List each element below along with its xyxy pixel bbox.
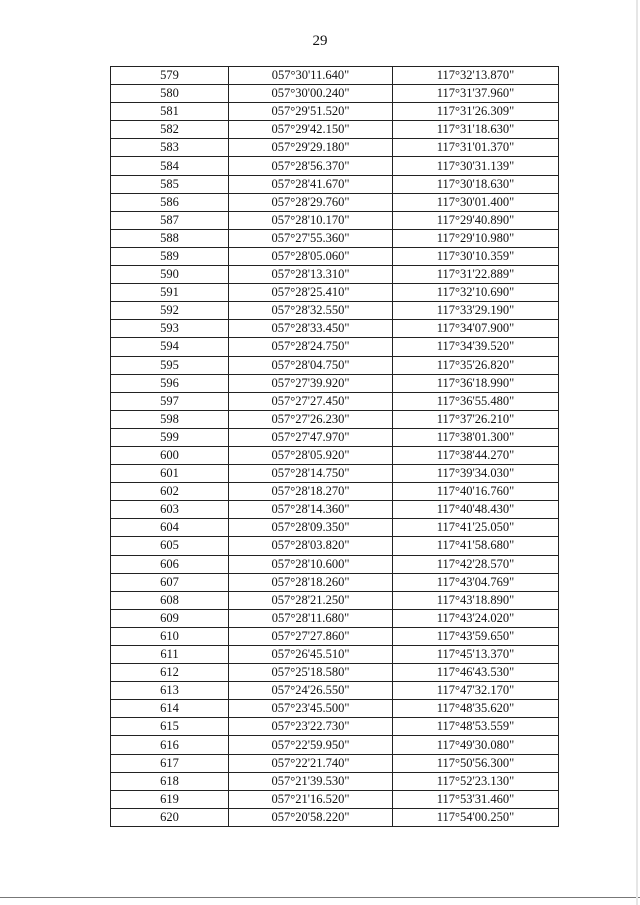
- table-row: [111, 302, 559, 320]
- table-row: [111, 356, 559, 374]
- longitude-cell: 117°53'31.460": [393, 790, 559, 808]
- longitude-cell: 117°30'31.139": [393, 157, 559, 175]
- table-row: [111, 682, 559, 700]
- longitude-cell: 117°46'43.530": [393, 664, 559, 682]
- longitude-cell: 117°37'26.210": [393, 410, 559, 428]
- latitude-cell: 057°29'51.520": [229, 103, 393, 121]
- point-number-cell: 619: [111, 790, 229, 808]
- table-row: [111, 428, 559, 446]
- table-row: [111, 718, 559, 736]
- latitude-cell: 057°23'45.500": [229, 700, 393, 718]
- table-row: [111, 175, 559, 193]
- table-row: [111, 193, 559, 211]
- latitude-cell: 057°28'05.060": [229, 247, 393, 265]
- latitude-cell: 057°28'18.270": [229, 483, 393, 501]
- longitude-cell: 117°31'01.370": [393, 139, 559, 157]
- point-number-cell: 598: [111, 410, 229, 428]
- latitude-cell: 057°27'39.920": [229, 374, 393, 392]
- latitude-cell: 057°28'04.750": [229, 356, 393, 374]
- table-row: [111, 501, 559, 519]
- table-row: [111, 646, 559, 664]
- table-row: [111, 754, 559, 772]
- longitude-cell: 117°29'10.980": [393, 229, 559, 247]
- latitude-cell: 057°23'22.730": [229, 718, 393, 736]
- table-row: [111, 591, 559, 609]
- longitude-cell: 117°38'44.270": [393, 446, 559, 464]
- point-number-cell: 596: [111, 374, 229, 392]
- table-row: [111, 410, 559, 428]
- latitude-cell: 057°28'03.820": [229, 537, 393, 555]
- latitude-cell: 057°28'10.170": [229, 211, 393, 229]
- scan-bottom-line: [0, 897, 640, 898]
- point-number-cell: 602: [111, 483, 229, 501]
- latitude-cell: 057°25'18.580": [229, 664, 393, 682]
- longitude-cell: 117°39'34.030": [393, 465, 559, 483]
- latitude-cell: 057°28'29.760": [229, 193, 393, 211]
- longitude-cell: 117°36'55.480": [393, 392, 559, 410]
- table-row: [111, 284, 559, 302]
- point-number-cell: 601: [111, 465, 229, 483]
- longitude-cell: 117°43'18.890": [393, 591, 559, 609]
- latitude-cell: 057°21'39.530": [229, 772, 393, 790]
- latitude-cell: 057°28'11.680": [229, 609, 393, 627]
- longitude-cell: 117°32'10.690": [393, 284, 559, 302]
- latitude-cell: 057°28'14.750": [229, 465, 393, 483]
- longitude-cell: 117°48'53.559": [393, 718, 559, 736]
- longitude-cell: 117°33'29.190": [393, 302, 559, 320]
- table-row: [111, 121, 559, 139]
- latitude-cell: 057°22'21.740": [229, 754, 393, 772]
- table-row: [111, 537, 559, 555]
- latitude-cell: 057°29'29.180": [229, 139, 393, 157]
- point-number-cell: 592: [111, 302, 229, 320]
- latitude-cell: 057°28'33.450": [229, 320, 393, 338]
- longitude-cell: 117°54'00.250": [393, 808, 559, 826]
- table-row: [111, 266, 559, 284]
- table-row: [111, 320, 559, 338]
- point-number-cell: 587: [111, 211, 229, 229]
- point-number-cell: 603: [111, 501, 229, 519]
- point-number-cell: 591: [111, 284, 229, 302]
- table-row: [111, 67, 559, 85]
- latitude-cell: 057°28'32.550": [229, 302, 393, 320]
- table-row: [111, 555, 559, 573]
- longitude-cell: 117°32'13.870": [393, 67, 559, 85]
- scan-edge-shadow: [636, 0, 638, 905]
- table-row: [111, 736, 559, 754]
- longitude-cell: 117°43'24.020": [393, 609, 559, 627]
- longitude-cell: 117°41'58.680": [393, 537, 559, 555]
- table-row: [111, 374, 559, 392]
- point-number-cell: 607: [111, 573, 229, 591]
- latitude-cell: 057°30'00.240": [229, 85, 393, 103]
- table-row: [111, 211, 559, 229]
- point-number-cell: 604: [111, 519, 229, 537]
- table-row: [111, 700, 559, 718]
- table-row: [111, 229, 559, 247]
- table-row: [111, 609, 559, 627]
- longitude-cell: 117°42'28.570": [393, 555, 559, 573]
- latitude-cell: 057°28'13.310": [229, 266, 393, 284]
- latitude-cell: 057°27'55.360": [229, 229, 393, 247]
- table-row: [111, 157, 559, 175]
- longitude-cell: 117°50'56.300": [393, 754, 559, 772]
- longitude-cell: 117°40'16.760": [393, 483, 559, 501]
- point-number-cell: 609: [111, 609, 229, 627]
- longitude-cell: 117°36'18.990": [393, 374, 559, 392]
- table-row: [111, 103, 559, 121]
- latitude-cell: 057°29'42.150": [229, 121, 393, 139]
- latitude-cell: 057°27'27.860": [229, 627, 393, 645]
- point-number-cell: 605: [111, 537, 229, 555]
- point-number-cell: 597: [111, 392, 229, 410]
- table-row: [111, 338, 559, 356]
- latitude-cell: 057°28'14.360": [229, 501, 393, 519]
- latitude-cell: 057°27'26.230": [229, 410, 393, 428]
- latitude-cell: 057°28'24.750": [229, 338, 393, 356]
- latitude-cell: 057°28'09.350": [229, 519, 393, 537]
- latitude-cell: 057°28'10.600": [229, 555, 393, 573]
- table-row: [111, 247, 559, 265]
- longitude-cell: 117°43'59.650": [393, 627, 559, 645]
- latitude-cell: 057°28'56.370": [229, 157, 393, 175]
- point-number-cell: 614: [111, 700, 229, 718]
- longitude-cell: 117°30'18.630": [393, 175, 559, 193]
- latitude-cell: 057°28'05.920": [229, 446, 393, 464]
- table-row: [111, 483, 559, 501]
- latitude-cell: 057°20'58.220": [229, 808, 393, 826]
- longitude-cell: 117°34'39.520": [393, 338, 559, 356]
- point-number-cell: 593: [111, 320, 229, 338]
- point-number-cell: 586: [111, 193, 229, 211]
- point-number-cell: 618: [111, 772, 229, 790]
- point-number-cell: 581: [111, 103, 229, 121]
- point-number-cell: 590: [111, 266, 229, 284]
- latitude-cell: 057°22'59.950": [229, 736, 393, 754]
- longitude-cell: 117°30'10.359": [393, 247, 559, 265]
- longitude-cell: 117°52'23.130": [393, 772, 559, 790]
- point-number-cell: 595: [111, 356, 229, 374]
- longitude-cell: 117°31'22.889": [393, 266, 559, 284]
- point-number-cell: 615: [111, 718, 229, 736]
- latitude-cell: 057°21'16.520": [229, 790, 393, 808]
- point-number-cell: 583: [111, 139, 229, 157]
- table-row: [111, 139, 559, 157]
- point-number-cell: 606: [111, 555, 229, 573]
- point-number-cell: 584: [111, 157, 229, 175]
- longitude-cell: 117°38'01.300": [393, 428, 559, 446]
- longitude-cell: 117°30'01.400": [393, 193, 559, 211]
- point-number-cell: 589: [111, 247, 229, 265]
- latitude-cell: 057°26'45.510": [229, 646, 393, 664]
- latitude-cell: 057°28'18.260": [229, 573, 393, 591]
- point-number-cell: 585: [111, 175, 229, 193]
- longitude-cell: 117°35'26.820": [393, 356, 559, 374]
- longitude-cell: 117°49'30.080": [393, 736, 559, 754]
- point-number-cell: 617: [111, 754, 229, 772]
- table-row: [111, 85, 559, 103]
- table-row: [111, 465, 559, 483]
- longitude-cell: 117°40'48.430": [393, 501, 559, 519]
- coordinates-table-body: [111, 67, 559, 827]
- longitude-cell: 117°47'32.170": [393, 682, 559, 700]
- table-row: [111, 519, 559, 537]
- longitude-cell: 117°48'35.620": [393, 700, 559, 718]
- point-number-cell: 579: [111, 67, 229, 85]
- latitude-cell: 057°27'47.970": [229, 428, 393, 446]
- longitude-cell: 117°31'37.960": [393, 85, 559, 103]
- point-number-cell: 594: [111, 338, 229, 356]
- table-row: [111, 446, 559, 464]
- table-row: [111, 664, 559, 682]
- point-number-cell: 582: [111, 121, 229, 139]
- longitude-cell: 117°31'18.630": [393, 121, 559, 139]
- latitude-cell: 057°28'25.410": [229, 284, 393, 302]
- table-row: [111, 573, 559, 591]
- point-number-cell: 610: [111, 627, 229, 645]
- point-number-cell: 608: [111, 591, 229, 609]
- latitude-cell: 057°24'26.550": [229, 682, 393, 700]
- point-number-cell: 620: [111, 808, 229, 826]
- longitude-cell: 117°43'04.769": [393, 573, 559, 591]
- table-row: [111, 808, 559, 826]
- table-row: [111, 772, 559, 790]
- latitude-cell: 057°28'41.670": [229, 175, 393, 193]
- longitude-cell: 117°31'26.309": [393, 103, 559, 121]
- coordinates-table: [110, 66, 559, 827]
- longitude-cell: 117°45'13.370": [393, 646, 559, 664]
- point-number-cell: 613: [111, 682, 229, 700]
- latitude-cell: 057°27'27.450": [229, 392, 393, 410]
- point-number-cell: 588: [111, 229, 229, 247]
- latitude-cell: 057°30'11.640": [229, 67, 393, 85]
- point-number-cell: 599: [111, 428, 229, 446]
- longitude-cell: 117°41'25.050": [393, 519, 559, 537]
- page-number: 29: [312, 33, 328, 49]
- point-number-cell: 612: [111, 664, 229, 682]
- table-row: [111, 627, 559, 645]
- longitude-cell: 117°29'40.890": [393, 211, 559, 229]
- point-number-cell: 600: [111, 446, 229, 464]
- point-number-cell: 611: [111, 646, 229, 664]
- table-row: [111, 392, 559, 410]
- latitude-cell: 057°28'21.250": [229, 591, 393, 609]
- point-number-cell: 616: [111, 736, 229, 754]
- table-row: [111, 790, 559, 808]
- point-number-cell: 580: [111, 85, 229, 103]
- longitude-cell: 117°34'07.900": [393, 320, 559, 338]
